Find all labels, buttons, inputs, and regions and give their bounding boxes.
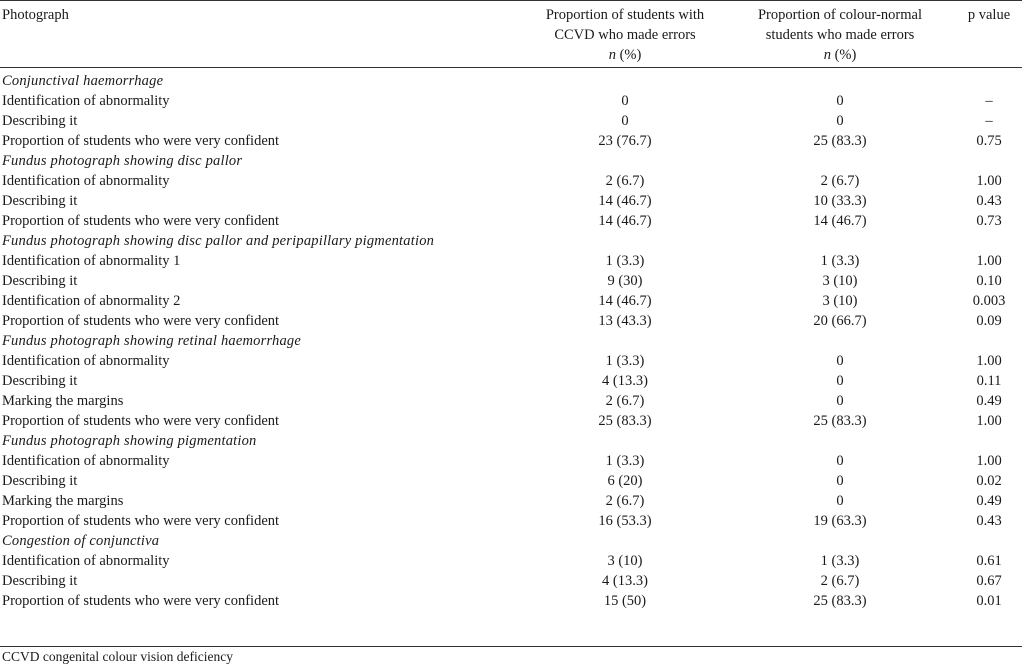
section-heading: Fundus photograph showing retinal haemorrhage bbox=[2, 333, 302, 349]
header-ccvd-errors bbox=[520, 5, 730, 65]
normal-value: 3 (10) bbox=[822, 273, 858, 289]
table-body bbox=[0, 71, 1022, 611]
ccvd-value: 14 (46.7) bbox=[598, 193, 652, 209]
table-row bbox=[0, 171, 1022, 191]
normal-value: 0 bbox=[836, 353, 844, 369]
ccvd-value: 0 bbox=[621, 93, 629, 109]
header-ccvd-line2: CCVD who made errors bbox=[554, 27, 696, 43]
header-photograph: Photograph bbox=[2, 7, 69, 23]
table-row bbox=[0, 491, 1022, 511]
normal-value: 0 bbox=[836, 393, 844, 409]
header-ccvd-pct: (%) bbox=[615, 47, 642, 63]
p-value: – bbox=[985, 93, 993, 109]
header-ccvd-unit bbox=[520, 45, 730, 65]
table-row bbox=[0, 191, 1022, 211]
row-label: Proportion of students who were very confident bbox=[2, 593, 280, 609]
p-value: 0.49 bbox=[976, 393, 1002, 409]
p-value: 0.43 bbox=[976, 193, 1002, 209]
p-value: 0.02 bbox=[976, 473, 1002, 489]
section-heading: Fundus photograph showing disc pallor bbox=[2, 153, 243, 169]
row-label: Proportion of students who were very confident bbox=[2, 513, 280, 529]
row-label: Identification of abnormality 1 bbox=[2, 253, 181, 269]
table-row bbox=[0, 111, 1022, 131]
p-value: 0.10 bbox=[976, 273, 1002, 289]
p-value: 0.75 bbox=[976, 133, 1002, 149]
p-value: 0.61 bbox=[976, 553, 1002, 569]
section-heading-row bbox=[0, 331, 1022, 351]
normal-value: 20 (66.7) bbox=[813, 313, 867, 329]
section-heading-row bbox=[0, 531, 1022, 551]
row-label: Proportion of students who were very confident bbox=[2, 213, 280, 229]
section-heading: Fundus photograph showing disc pallor and peripapillary pigmentation bbox=[2, 233, 435, 249]
table-row bbox=[0, 211, 1022, 231]
p-value: 0.49 bbox=[976, 493, 1002, 509]
table-row bbox=[0, 411, 1022, 431]
ccvd-value: 15 (50) bbox=[603, 593, 647, 609]
row-label: Proportion of students who were very confident bbox=[2, 313, 280, 329]
p-value: 0.003 bbox=[972, 293, 1006, 309]
row-label: Describing it bbox=[2, 273, 78, 289]
row-label: Describing it bbox=[2, 113, 78, 129]
row-label: Marking the margins bbox=[2, 393, 124, 409]
ccvd-value: 9 (30) bbox=[607, 273, 643, 289]
row-label: Identification of abnormality bbox=[2, 453, 170, 469]
ccvd-value: 1 (3.3) bbox=[605, 353, 645, 369]
section-heading: Fundus photograph showing pigmentation bbox=[2, 433, 257, 449]
ccvd-value: 6 (20) bbox=[607, 473, 643, 489]
normal-value: 3 (10) bbox=[822, 293, 858, 309]
section-heading-row bbox=[0, 71, 1022, 91]
normal-value: 25 (83.3) bbox=[813, 133, 867, 149]
section-heading-row bbox=[0, 231, 1022, 251]
normal-value: 2 (6.7) bbox=[820, 573, 860, 589]
table-row bbox=[0, 511, 1022, 531]
row-label: Proportion of students who were very confident bbox=[2, 413, 280, 429]
row-label: Identification of abnormality bbox=[2, 353, 170, 369]
ccvd-value: 1 (3.3) bbox=[605, 453, 645, 469]
table-row bbox=[0, 451, 1022, 471]
ccvd-value: 4 (13.3) bbox=[602, 373, 648, 389]
section-heading: Conjunctival haemorrhage bbox=[2, 73, 164, 89]
p-value: 0.43 bbox=[976, 513, 1002, 529]
p-value: 0.11 bbox=[976, 373, 1002, 389]
p-value: 0.73 bbox=[976, 213, 1002, 229]
header-rule bbox=[0, 67, 1022, 68]
table-row bbox=[0, 471, 1022, 491]
header-ccvd-line1: Proportion of students with bbox=[545, 7, 705, 23]
p-value: 0.01 bbox=[976, 593, 1002, 609]
ccvd-value: 3 (10) bbox=[607, 553, 643, 569]
row-label: Identification of abnormality 2 bbox=[2, 293, 181, 309]
p-value: 1.00 bbox=[976, 253, 1002, 269]
section-heading-row bbox=[0, 431, 1022, 451]
table-row bbox=[0, 351, 1022, 371]
row-label: Marking the margins bbox=[2, 493, 124, 509]
p-value: 0.67 bbox=[976, 573, 1002, 589]
row-label: Identification of abnormality bbox=[2, 173, 170, 189]
ccvd-value: 23 (76.7) bbox=[598, 133, 652, 149]
normal-value: 0 bbox=[836, 373, 844, 389]
normal-value: 1 (3.3) bbox=[820, 253, 860, 269]
normal-value: 0 bbox=[836, 453, 844, 469]
p-value: 1.00 bbox=[976, 453, 1002, 469]
table-row bbox=[0, 551, 1022, 571]
ccvd-value: 14 (46.7) bbox=[598, 213, 652, 229]
row-label: Proportion of students who were very confident bbox=[2, 133, 280, 149]
normal-value: 0 bbox=[836, 493, 844, 509]
table-row bbox=[0, 251, 1022, 271]
p-value: – bbox=[985, 113, 993, 129]
table-row bbox=[0, 571, 1022, 591]
row-label: Identification of abnormality bbox=[2, 553, 170, 569]
table-row bbox=[0, 391, 1022, 411]
ccvd-value: 2 (6.7) bbox=[605, 493, 645, 509]
header-p-value: p value bbox=[967, 7, 1011, 23]
ccvd-value: 0 bbox=[621, 113, 629, 129]
ccvd-value: 25 (83.3) bbox=[598, 413, 652, 429]
header-normal-n: n bbox=[823, 47, 831, 63]
header-normal-errors bbox=[735, 5, 945, 65]
normal-value: 0 bbox=[836, 113, 844, 129]
ccvd-value: 2 (6.7) bbox=[605, 173, 645, 189]
row-label: Describing it bbox=[2, 473, 78, 489]
header-normal-line2: students who made errors bbox=[765, 27, 915, 43]
table-row bbox=[0, 291, 1022, 311]
normal-value: 14 (46.7) bbox=[813, 213, 867, 229]
p-value: 0.09 bbox=[976, 313, 1002, 329]
table-row bbox=[0, 591, 1022, 611]
ccvd-value: 14 (46.7) bbox=[598, 293, 652, 309]
ccvd-value: 13 (43.3) bbox=[598, 313, 652, 329]
p-value: 1.00 bbox=[976, 173, 1002, 189]
table-row bbox=[0, 271, 1022, 291]
table-row bbox=[0, 311, 1022, 331]
header-normal-pct: (%) bbox=[830, 47, 857, 63]
row-label: Identification of abnormality bbox=[2, 93, 170, 109]
section-heading-row bbox=[0, 151, 1022, 171]
normal-value: 0 bbox=[836, 93, 844, 109]
p-value: 1.00 bbox=[976, 413, 1002, 429]
ccvd-value: 1 (3.3) bbox=[605, 253, 645, 269]
table-top-rule bbox=[0, 0, 1022, 1]
ccvd-value: 16 (53.3) bbox=[598, 513, 652, 529]
header-normal-unit bbox=[735, 45, 945, 65]
row-label: Describing it bbox=[2, 193, 78, 209]
row-label: Describing it bbox=[2, 573, 78, 589]
normal-value: 10 (33.3) bbox=[813, 193, 867, 209]
row-label: Describing it bbox=[2, 373, 78, 389]
ccvd-value: 2 (6.7) bbox=[605, 393, 645, 409]
normal-value: 25 (83.3) bbox=[813, 593, 867, 609]
section-heading: Congestion of conjunctiva bbox=[2, 533, 160, 549]
header-normal-line1: Proportion of colour-normal bbox=[757, 7, 922, 23]
table-bottom-rule bbox=[0, 646, 1022, 647]
footnote: CCVD congenital colour vision deficiency bbox=[2, 649, 233, 664]
normal-value: 1 (3.3) bbox=[820, 553, 860, 569]
header-ccvd-n: n bbox=[608, 47, 616, 63]
normal-value: 19 (63.3) bbox=[813, 513, 867, 529]
table-row bbox=[0, 371, 1022, 391]
ccvd-value: 4 (13.3) bbox=[602, 573, 648, 589]
normal-value: 2 (6.7) bbox=[820, 173, 860, 189]
normal-value: 25 (83.3) bbox=[813, 413, 867, 429]
table-row bbox=[0, 131, 1022, 151]
p-value: 1.00 bbox=[976, 353, 1002, 369]
table-row bbox=[0, 91, 1022, 111]
normal-value: 0 bbox=[836, 473, 844, 489]
